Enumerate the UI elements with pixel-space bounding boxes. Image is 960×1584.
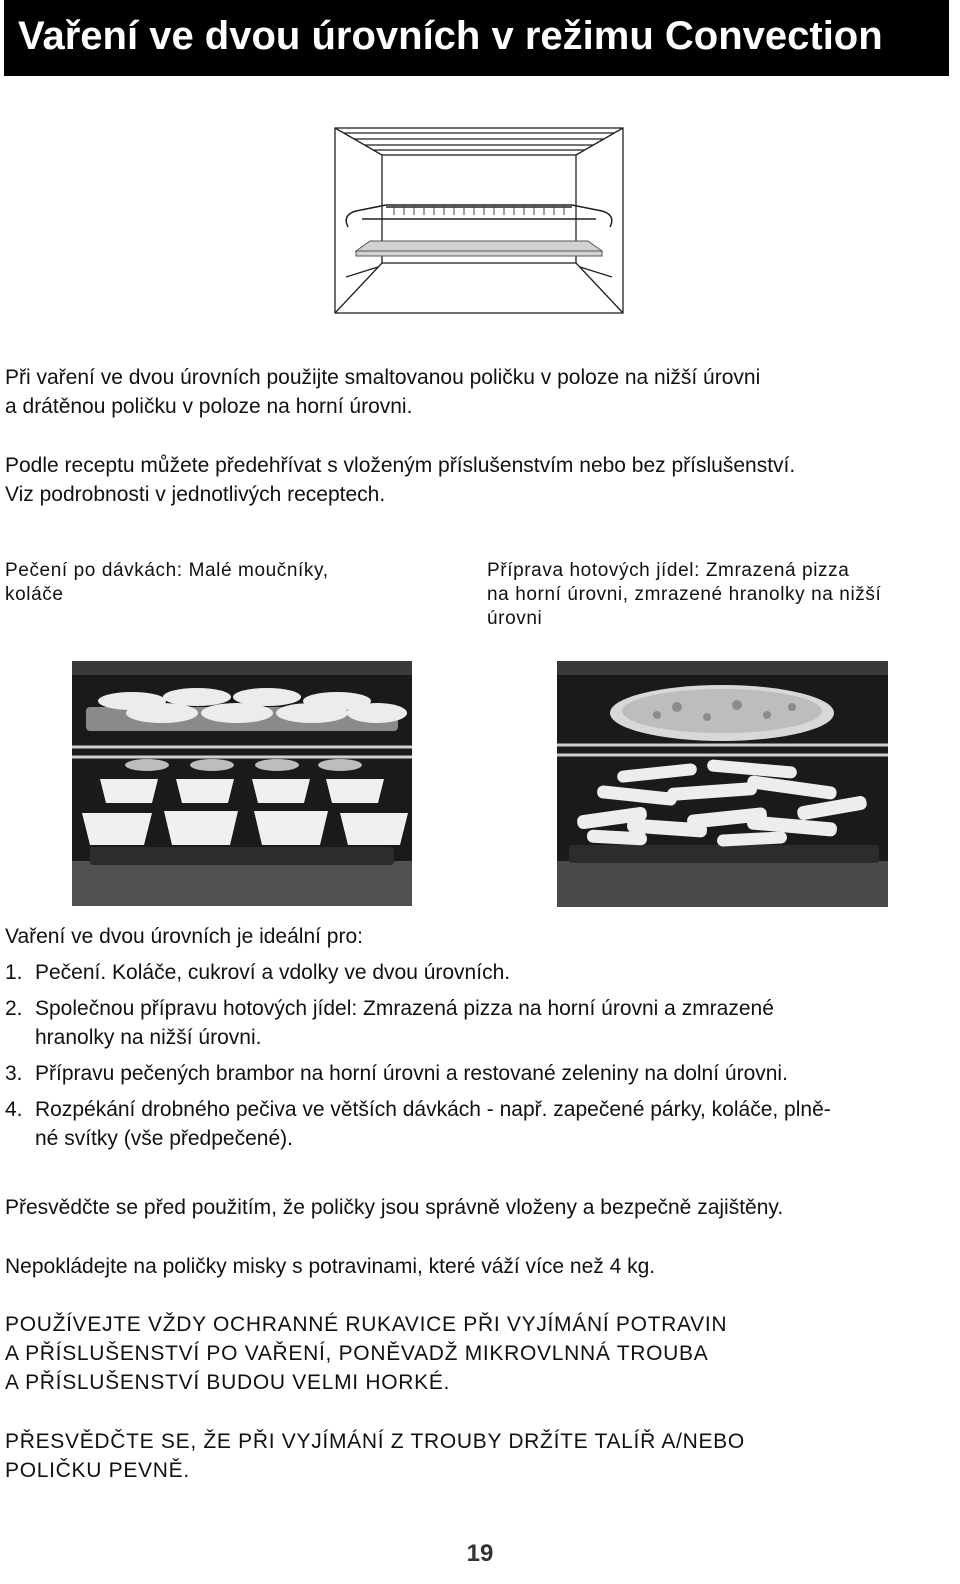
- page-title: Vaření ve dvou úrovních v režimu Convection: [18, 14, 883, 58]
- list-item: 1. Pečení. Koláče, cukroví a vdolky ve dvou úrovních.: [5, 961, 511, 984]
- uses-list: [5, 958, 920, 1160]
- uses-heading: Vaření ve dvou úrovních je ideální pro:: [5, 925, 363, 948]
- gloves-warning: POUŽÍVEJTE VŽDY OCHRANNÉ RUKAVICE PŘI VYJÍMÁNÍ POTRAVIN A PŘÍSLUŠENSTVÍ PO VAŘENÍ, PONĚVADŽ MIKROVLNNÁ TROUBA A PŘÍSLUŠENSTVÍ BUDOU VELMI HORKÉ.: [5, 1313, 728, 1394]
- hold-firmly-warning: PŘESVĚDČTE SE, ŽE PŘI VYJÍMÁNÍ Z TROUBY DRŽÍTE TALÍŘ A/NEBO POLIČKU PEVNĚ.: [5, 1430, 745, 1482]
- shelf-check-note: Přesvědčte se před použitím, že poličky jsou správně vloženy a bezpečně zajištěny.: [5, 1196, 784, 1219]
- list-item: 2. Společnou přípravu hotových jídel: Zmrazená pizza na horní úrovni a zmrazené hranolky na nižší úrovni.: [5, 997, 774, 1049]
- pizza-fries-photo: [557, 661, 888, 907]
- intro-paragraph-1: Při vaření ve dvou úrovních použijte smaltovanou poličku v poloze na nižší úrovni a drátěnou poličku v poloze na horní úrovni.: [5, 366, 761, 418]
- intro-paragraph-2: Podle receptu můžete předehřívat s vloženým příslušenstvím nebo bez příslušenství. Viz podrobnosti v jednotlivých receptech.: [5, 454, 796, 506]
- cakes-photo: [72, 661, 412, 906]
- photo-caption-right: Příprava hotových jídel: Zmrazená pizza na horní úrovni, zmrazené hranolky na nižší úrovni: [487, 560, 882, 629]
- weight-limit-note: Nepokládejte na poličky misky s potravinami, které váží více než 4 kg.: [5, 1255, 656, 1278]
- page-number: 19: [466, 1540, 494, 1567]
- oven-diagram: [334, 127, 624, 314]
- enamel-tray: [356, 241, 602, 256]
- photo-caption-left: Pečení po dávkách: Malé moučníky, koláče: [5, 560, 329, 605]
- wire-rack: [346, 205, 612, 227]
- list-item: 4. Rozpékání drobného pečiva ve větších dávkách - např. zapečené párky, koláče, plně- né svítky (vše předpečené).: [5, 1098, 831, 1150]
- list-item: 3. Přípravu pečených brambor na horní úrovni a restované zeleniny na dolní úrovni.: [5, 1062, 788, 1085]
- title-bar: [4, 0, 949, 76]
